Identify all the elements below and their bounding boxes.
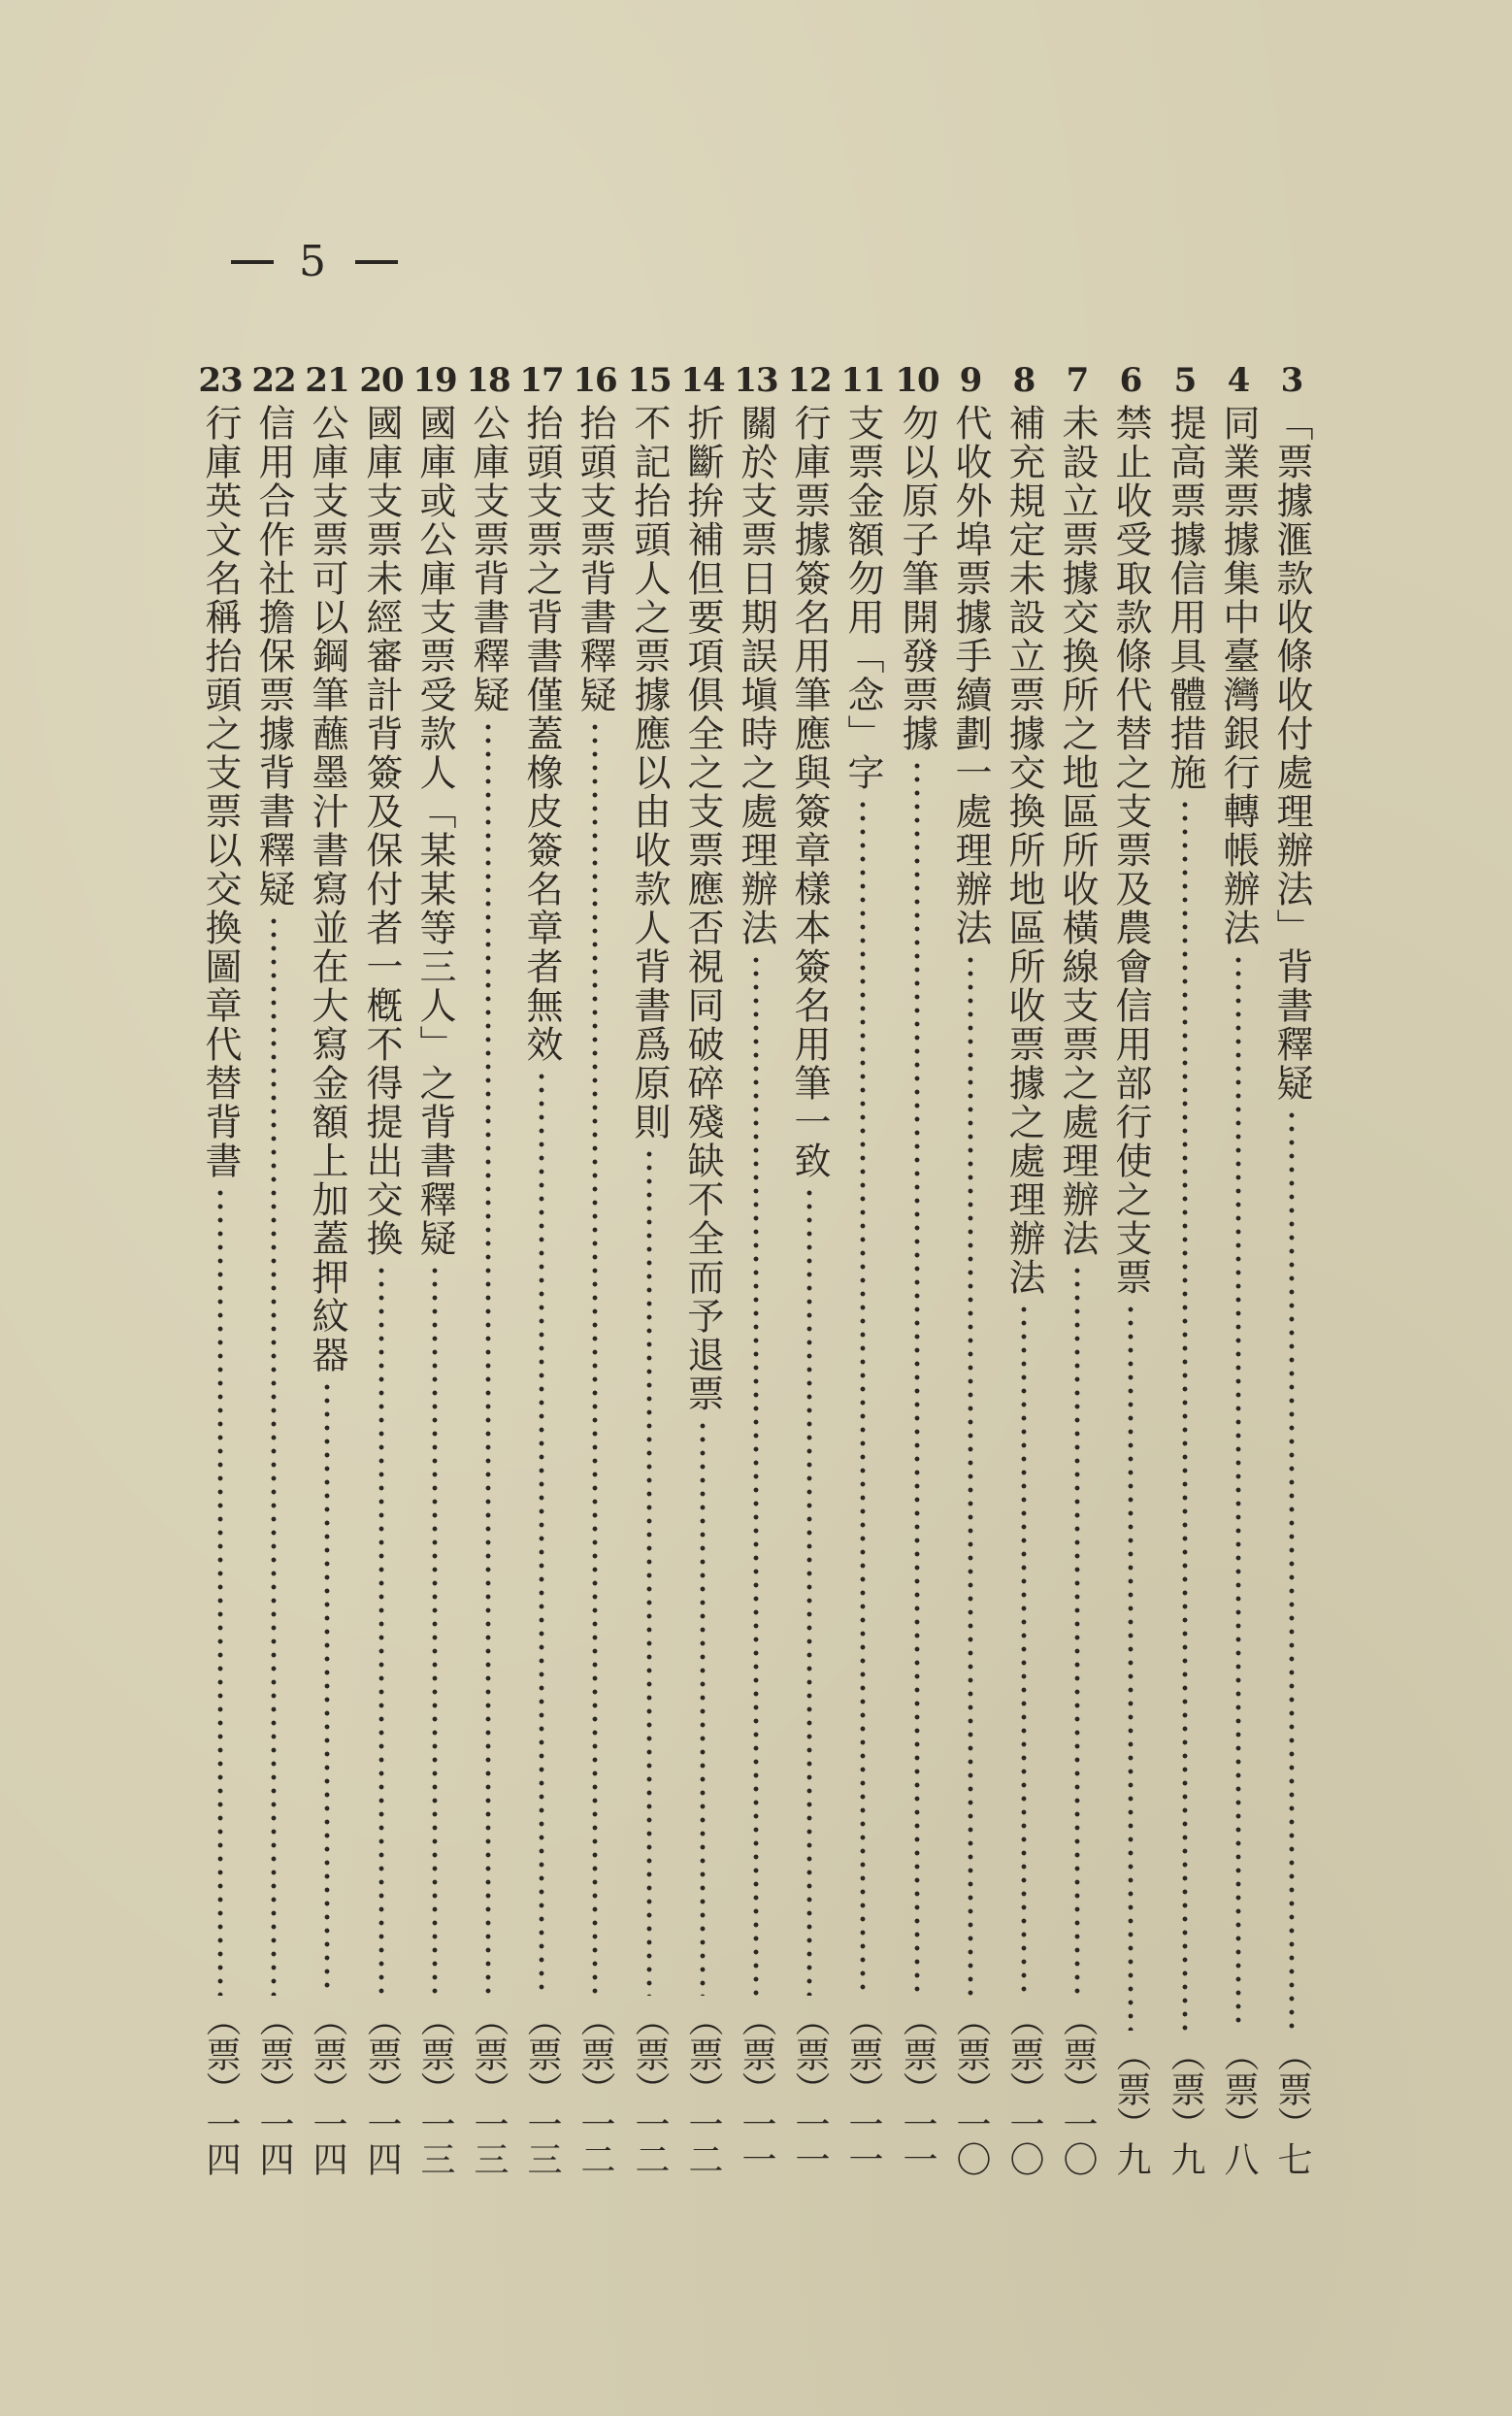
entry-page-ref: （票）一〇 bbox=[1058, 2002, 1098, 2176]
dot-leader bbox=[806, 1186, 812, 1996]
entry-page-ref: （票）一二 bbox=[575, 2002, 615, 2176]
dot-leader bbox=[485, 720, 491, 1996]
dot-leader bbox=[1289, 1109, 1295, 2031]
entry-title: 公庫支票可以鋼筆蘸墨汁書寫並在大寫金額上加蓋押紋器 bbox=[306, 404, 348, 1374]
entry-title: 不記抬頭人之票據應以由收款人背書爲原則 bbox=[628, 404, 671, 1142]
entry-title: 禁止收受取款條代替之支票及農會信用部行使之支票 bbox=[1109, 404, 1152, 1297]
dot-leader bbox=[646, 1147, 652, 1996]
entry-page-ref: （票）一三 bbox=[522, 2002, 562, 2176]
toc-entry[interactable] bbox=[354, 361, 409, 2176]
toc-entry[interactable] bbox=[1050, 361, 1104, 2176]
entry-title: 行庫英文名稱抬頭之支票以交換圖章代替背書 bbox=[199, 404, 242, 1180]
toc-entry[interactable] bbox=[675, 361, 730, 2176]
entry-title: 補充規定未設立票據交換所地區所收票據之處理辦法 bbox=[1003, 404, 1045, 1297]
toc-entry[interactable] bbox=[729, 361, 783, 2176]
toc-entry[interactable] bbox=[890, 361, 944, 2176]
entry-title: 抬頭支票背書釋疑 bbox=[574, 404, 616, 714]
dash-left bbox=[231, 260, 274, 264]
toc-entry[interactable] bbox=[1265, 361, 1319, 2176]
entry-page-ref: （票）八 bbox=[1219, 2036, 1259, 2176]
dash-right bbox=[355, 260, 398, 264]
page-number bbox=[231, 237, 398, 286]
entry-number: 6 bbox=[1119, 361, 1142, 400]
toc-entry[interactable] bbox=[568, 361, 622, 2176]
entry-title: 信用合作社擔保票據背書釋疑 bbox=[252, 404, 295, 909]
entry-page-ref: （票）一一 bbox=[843, 2002, 883, 2176]
toc-entry[interactable] bbox=[300, 361, 354, 2176]
dot-leader bbox=[271, 914, 277, 1996]
entry-page-ref: （票）一〇 bbox=[1004, 2002, 1044, 2176]
dot-leader bbox=[1074, 1264, 1080, 1996]
dot-leader bbox=[914, 759, 920, 1996]
dot-leader bbox=[1182, 798, 1188, 2031]
dot-leader bbox=[324, 1380, 330, 1996]
toc-entry[interactable] bbox=[1158, 361, 1212, 2176]
entry-title: 國庫支票未經審計背簽及保付者一槪不得提出交換 bbox=[360, 404, 403, 1258]
toc-entry[interactable] bbox=[943, 361, 998, 2176]
toc-entry[interactable] bbox=[622, 361, 676, 2176]
entry-title: 關於支票日期誤塡時之處理辦法 bbox=[735, 404, 777, 947]
entry-page-ref: （票）一一 bbox=[898, 2002, 937, 2176]
entry-page-ref: （票）七 bbox=[1272, 2036, 1312, 2176]
entry-page-ref: （票）一一 bbox=[790, 2002, 830, 2176]
entry-page-ref: （票）一四 bbox=[254, 2002, 294, 2176]
entry-page-ref: （票）一〇 bbox=[951, 2002, 991, 2176]
dot-leader bbox=[217, 1186, 223, 1996]
entry-title: 折斷拚補但要項俱全之支票應否視同破碎殘缺不全而予退票 bbox=[681, 404, 724, 1413]
entry-page-ref: （票）一一 bbox=[737, 2002, 776, 2176]
dot-leader bbox=[860, 798, 866, 1996]
entry-number: 10 bbox=[895, 361, 939, 400]
page-number-value: 5 bbox=[299, 237, 330, 286]
dot-leader bbox=[539, 1070, 544, 1996]
toc-entry[interactable] bbox=[247, 361, 301, 2176]
toc-entry[interactable] bbox=[1211, 361, 1265, 2176]
entry-title: 國庫或公庫支票受款人「某某等三人」之背書釋疑 bbox=[413, 404, 456, 1258]
toc-entry[interactable] bbox=[836, 361, 890, 2176]
table-of-contents bbox=[0, 361, 1512, 2186]
dot-leader bbox=[1021, 1303, 1027, 1996]
entry-number: 9 bbox=[959, 361, 982, 400]
entry-number: 23 bbox=[198, 361, 243, 400]
entry-page-ref: （票）一二 bbox=[683, 2002, 723, 2176]
entry-page-ref: （票）九 bbox=[1166, 2036, 1205, 2176]
entry-title: 勿以原子筆開發票據 bbox=[896, 404, 938, 753]
entry-title: 支票金額勿用「念」字 bbox=[841, 404, 884, 792]
dot-leader bbox=[378, 1264, 384, 1996]
entry-number: 17 bbox=[519, 361, 564, 400]
entry-number: 11 bbox=[840, 361, 885, 400]
dot-leader bbox=[1128, 1303, 1134, 2031]
dot-leader bbox=[753, 953, 759, 1996]
toc-entry[interactable] bbox=[514, 361, 569, 2176]
entry-page-ref: （票）一二 bbox=[630, 2002, 670, 2176]
entry-number: 4 bbox=[1227, 361, 1250, 400]
entry-page-ref: （票）一四 bbox=[362, 2002, 402, 2176]
entry-page-ref: （票）一三 bbox=[415, 2002, 455, 2176]
entry-title: 未設立票據交換所之地區所收橫線支票之處理辦法 bbox=[1056, 404, 1099, 1258]
entry-number: 13 bbox=[734, 361, 778, 400]
entry-number: 14 bbox=[680, 361, 725, 400]
entry-number: 18 bbox=[466, 361, 510, 400]
dot-leader bbox=[432, 1264, 438, 1996]
dot-leader bbox=[968, 953, 973, 1996]
toc-entry[interactable] bbox=[1103, 361, 1158, 2176]
entry-number: 15 bbox=[627, 361, 672, 400]
entry-title: 公庫支票背書釋疑 bbox=[467, 404, 509, 714]
entry-number: 3 bbox=[1280, 361, 1303, 400]
entry-number: 7 bbox=[1066, 361, 1089, 400]
dot-leader bbox=[700, 1419, 706, 1996]
entry-number: 12 bbox=[787, 361, 832, 400]
entry-title: 行庫票據簽名用筆應與簽章樣本簽名用筆一致 bbox=[788, 404, 831, 1180]
entry-page-ref: （票）一三 bbox=[469, 2002, 509, 2176]
entry-number: 5 bbox=[1173, 361, 1197, 400]
entry-title: 同業票據集中臺灣銀行轉帳辦法 bbox=[1217, 404, 1260, 947]
entry-title: 「票據滙款收條收付處理辦法」背書釋疑 bbox=[1270, 404, 1313, 1103]
toc-entry[interactable] bbox=[408, 361, 462, 2176]
dot-leader bbox=[592, 720, 598, 1996]
entry-number: 21 bbox=[305, 361, 349, 400]
toc-entry[interactable] bbox=[782, 361, 837, 2176]
dot-leader bbox=[1235, 953, 1241, 2031]
entry-page-ref: （票）一四 bbox=[308, 2002, 347, 2176]
toc-entry[interactable] bbox=[193, 361, 247, 2176]
entry-number: 20 bbox=[359, 361, 404, 400]
entry-number: 19 bbox=[412, 361, 457, 400]
entry-title: 提高票據信用具體措施 bbox=[1164, 404, 1206, 792]
toc-entry[interactable] bbox=[461, 361, 515, 2176]
entry-number: 8 bbox=[1012, 361, 1035, 400]
entry-title: 代收外埠票據手續劃一處理辦法 bbox=[949, 404, 992, 947]
entry-number: 22 bbox=[251, 361, 296, 400]
entry-page-ref: （票）一四 bbox=[201, 2002, 241, 2176]
toc-entry[interactable] bbox=[997, 361, 1051, 2176]
entry-page-ref: （票）九 bbox=[1111, 2036, 1151, 2176]
entry-number: 16 bbox=[573, 361, 617, 400]
entry-title: 抬頭支票之背書僅蓋橡皮簽名章者無效 bbox=[520, 404, 563, 1064]
